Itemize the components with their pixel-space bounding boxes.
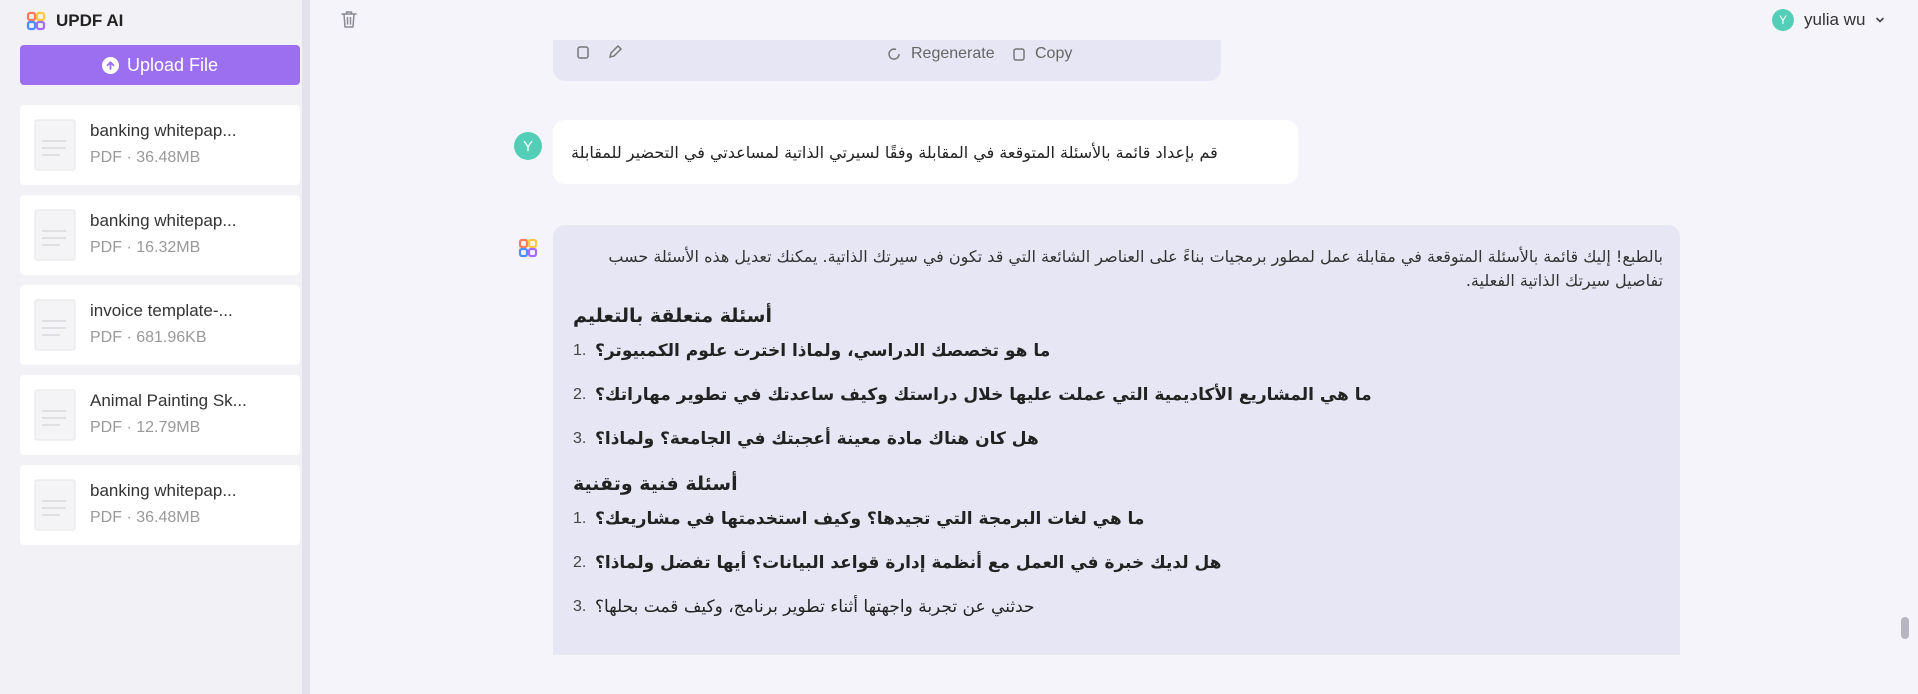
user-message <box>553 120 1298 184</box>
regenerate-icon[interactable] <box>886 46 902 62</box>
scrollbar-thumb[interactable] <box>1901 617 1909 639</box>
copy-button[interactable]: Copy <box>1035 45 1073 62</box>
question-item <box>573 497 1662 541</box>
question-item <box>573 585 1662 629</box>
file-name: Animal Painting Sk... <box>90 391 247 410</box>
upload-file-label: Upload File <box>126 54 219 75</box>
chat-area <box>318 0 1918 694</box>
pdf-file-icon <box>34 209 76 261</box>
file-meta: PDF · 16.32MB <box>90 239 201 256</box>
question-text: ما هي لغات البرمجة التي تجيدها؟ وكيف استخدمتها في مشاريعك؟ <box>595 509 1145 529</box>
chevron-down-icon <box>1875 16 1885 24</box>
ai-assistant-icon <box>518 238 538 258</box>
file-name: banking whitepap... <box>90 481 237 500</box>
regenerate-button[interactable]: Regenerate <box>911 45 995 62</box>
user-menu[interactable] <box>1772 9 1885 31</box>
question-number: 2. <box>573 386 587 403</box>
app-title: UPDF AI <box>56 11 124 30</box>
file-meta: PDF · 36.48MB <box>90 149 201 166</box>
user-message-avatar: Y <box>514 132 542 160</box>
file-name: banking whitepap... <box>90 211 237 230</box>
ai-response <box>553 225 1680 655</box>
pdf-file-icon <box>34 119 76 171</box>
top-bar <box>318 0 1918 40</box>
user-message-text: قم بإعداد قائمة بالأسئلة المتوقعة في المقابلة وفقًا لسيرتي الذاتية لمساعدتي في التحضير للمقابلة <box>571 142 1218 162</box>
question-number: 3. <box>573 598 587 615</box>
question-number: 1. <box>573 342 587 359</box>
pdf-file-icon <box>34 479 76 531</box>
file-item[interactable] <box>20 465 300 545</box>
sidebar <box>0 0 310 694</box>
copy-icon[interactable] <box>1011 46 1027 62</box>
ai-intro-text: بالطبع! إليك قائمة بالأسئلة المتوقعة في مقابلة عمل لمطور برمجيات بناءً على العناصر الشائعة التي قد تكون في سيرتك الذاتية. يمكنك تعديل هذه الأسئلة حسب تفاصيل سيرتك الذاتية الفعلية. <box>608 247 1663 290</box>
upload-icon <box>102 57 119 74</box>
user-name: yulia wu <box>1804 10 1866 29</box>
question-item <box>573 329 1662 373</box>
file-meta: PDF · 12.79MB <box>90 419 201 436</box>
file-meta: PDF · 36.48MB <box>90 509 201 526</box>
file-item[interactable] <box>20 105 300 185</box>
edit-icon[interactable] <box>607 44 623 60</box>
file-meta: PDF · 681.96KB <box>90 329 207 346</box>
question-text: هل كان هناك مادة معينة أعجبتك في الجامعة؟ ولماذا؟ <box>595 429 1039 449</box>
question-number: 1. <box>573 510 587 527</box>
file-item[interactable] <box>20 195 300 275</box>
question-number: 2. <box>573 554 587 571</box>
trash-icon[interactable] <box>340 9 358 29</box>
question-text: حدثني عن تجربة واجهتها أثناء تطوير برنامج، وكيف قمت بحلها؟ <box>595 597 1035 617</box>
question-text: ما هو تخصصك الدراسي، ولماذا اخترت علوم الكمبيوتر؟ <box>595 341 1051 361</box>
copy-all-icon[interactable] <box>575 44 591 60</box>
question-item <box>573 373 1662 417</box>
file-item[interactable] <box>20 375 300 455</box>
file-item[interactable] <box>20 285 300 365</box>
file-name: banking whitepap... <box>90 121 237 140</box>
app-brand <box>26 10 123 32</box>
upload-file-button[interactable] <box>20 45 300 85</box>
pdf-file-icon <box>34 389 76 441</box>
user-avatar: Y <box>1772 9 1794 31</box>
section-heading: أسئلة متعلقة بالتعليم <box>573 305 772 327</box>
pdf-file-icon <box>34 299 76 351</box>
updf-logo-icon <box>26 11 46 31</box>
section-heading: أسئلة فنية وتقنية <box>573 473 738 495</box>
question-number: 3. <box>573 430 587 447</box>
question-text: هل لديك خبرة في العمل مع أنظمة إدارة قواعد البيانات؟ أيها تفضل ولماذا؟ <box>595 553 1222 573</box>
question-item <box>573 541 1662 585</box>
question-text: ما هي المشاريع الأكاديمية التي عملت عليها خلال دراستك وكيف ساعدتك في تطوير مهاراتك؟ <box>595 385 1372 405</box>
question-item <box>573 417 1662 461</box>
file-name: invoice template-... <box>90 301 233 320</box>
file-list <box>20 105 300 555</box>
